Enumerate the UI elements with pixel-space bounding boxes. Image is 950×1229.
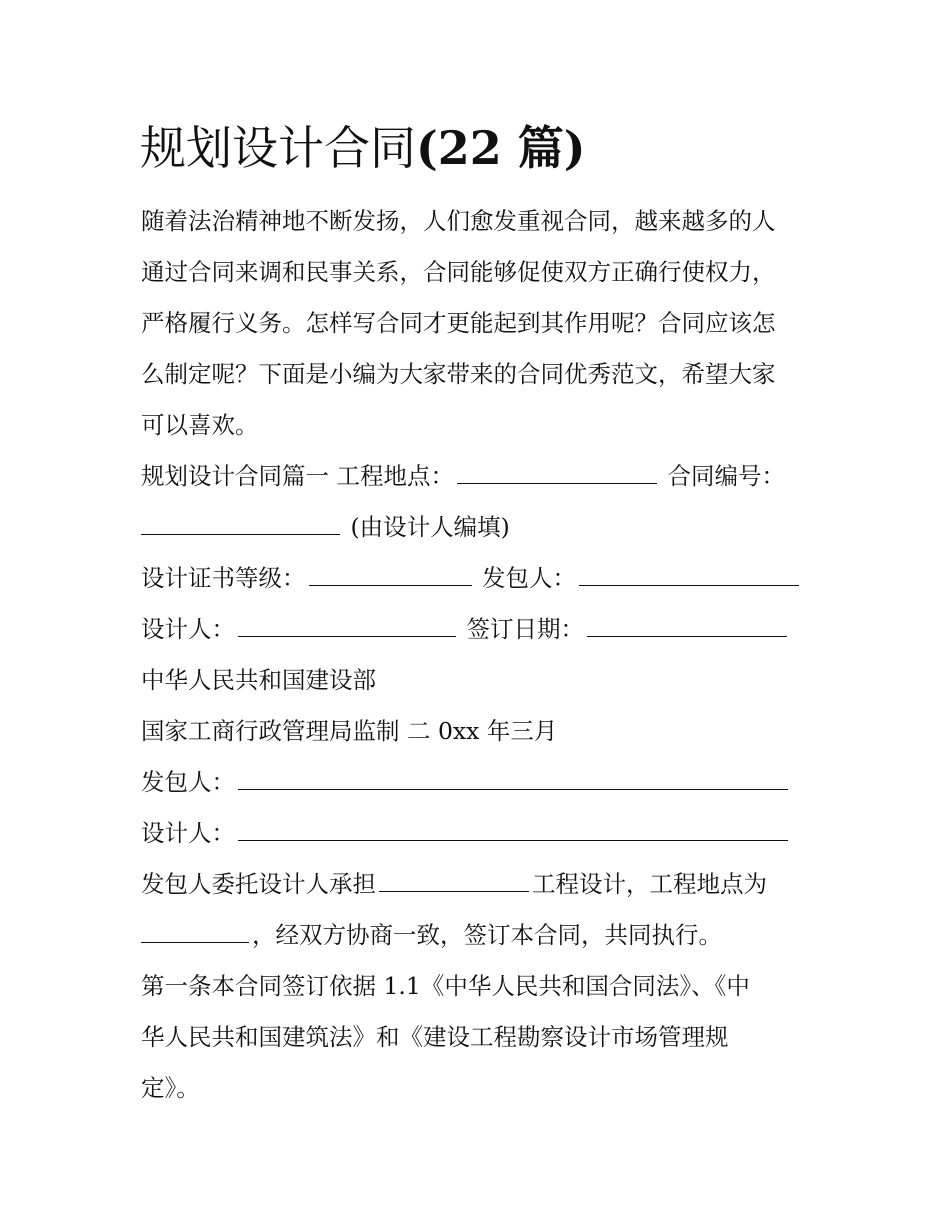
site-blank xyxy=(457,463,657,484)
commission-text-b: 工程设计，工程地点为 xyxy=(532,870,767,898)
site-label: 工程地点： xyxy=(336,462,454,490)
cert-label: 设计证书等级： xyxy=(141,564,306,592)
commission-text-a: 发包人委托设计人承担 xyxy=(141,870,376,898)
designer-label: 设计人： xyxy=(141,615,235,643)
form-row-designer xyxy=(141,612,790,646)
form-row-client-2 xyxy=(141,765,791,799)
location-blank xyxy=(141,922,249,943)
intro-line-3: 严格履行义务。怎样写合同才更能起到其作用呢？合同应该怎 xyxy=(141,309,776,337)
form-row-site xyxy=(141,459,785,493)
client-label: 发包人： xyxy=(481,564,576,592)
commission-line-2 xyxy=(141,918,722,952)
designer-label-2: 设计人： xyxy=(141,819,235,847)
editor-note: (由设计人编填) xyxy=(350,513,510,541)
section-heading: 规划设计合同篇一 xyxy=(141,462,329,490)
cert-blank xyxy=(309,565,472,586)
form-row-designer-2 xyxy=(141,816,791,850)
form-row-cert xyxy=(141,561,802,595)
article1-line-1: 第一条本合同签订依据 1.1《中华人民共和国合同法》、《中 xyxy=(141,972,750,1000)
commission-line-1 xyxy=(141,867,767,901)
designer-blank xyxy=(238,616,456,637)
client-blank xyxy=(579,565,799,586)
intro-line-5: 可以喜欢。 xyxy=(141,411,259,439)
project-blank xyxy=(379,871,529,892)
article1-line-3: 定》。 xyxy=(141,1074,200,1102)
form-row-contract-no xyxy=(141,510,510,544)
ministry-line: 中华人民共和国建设部 xyxy=(141,666,376,694)
page-title xyxy=(140,118,586,178)
supervisor-line: 国家工商行政管理局监制 二 0xx 年三月 xyxy=(141,717,558,745)
intro-line-2: 通过合同来调和民事关系，合同能够促使双方正确行使权力， xyxy=(141,258,776,286)
intro-line-1: 随着法治精神地不断发扬，人们愈发重视合同，越来越多的人 xyxy=(141,207,776,235)
client-blank-2 xyxy=(238,769,788,790)
commission-text-c: ，经双方协商一致，签订本合同，共同执行。 xyxy=(252,921,722,949)
sign-date-label: 签订日期： xyxy=(466,615,584,643)
contract-no-label: 合同编号： xyxy=(667,462,785,490)
title-count: (22 篇) xyxy=(416,121,586,175)
client-label-2: 发包人： xyxy=(141,768,235,796)
contract-no-blank xyxy=(141,514,340,535)
article1-line-2: 华人民共和国建筑法》和《建设工程勘察设计市场管理规 xyxy=(141,1023,729,1051)
designer-blank-2 xyxy=(238,820,788,841)
intro-line-4: 么制定呢？下面是小编为大家带来的合同优秀范文，希望大家 xyxy=(141,360,776,388)
sign-date-blank xyxy=(587,616,787,637)
title-main: 规划设计合同 xyxy=(140,121,416,175)
